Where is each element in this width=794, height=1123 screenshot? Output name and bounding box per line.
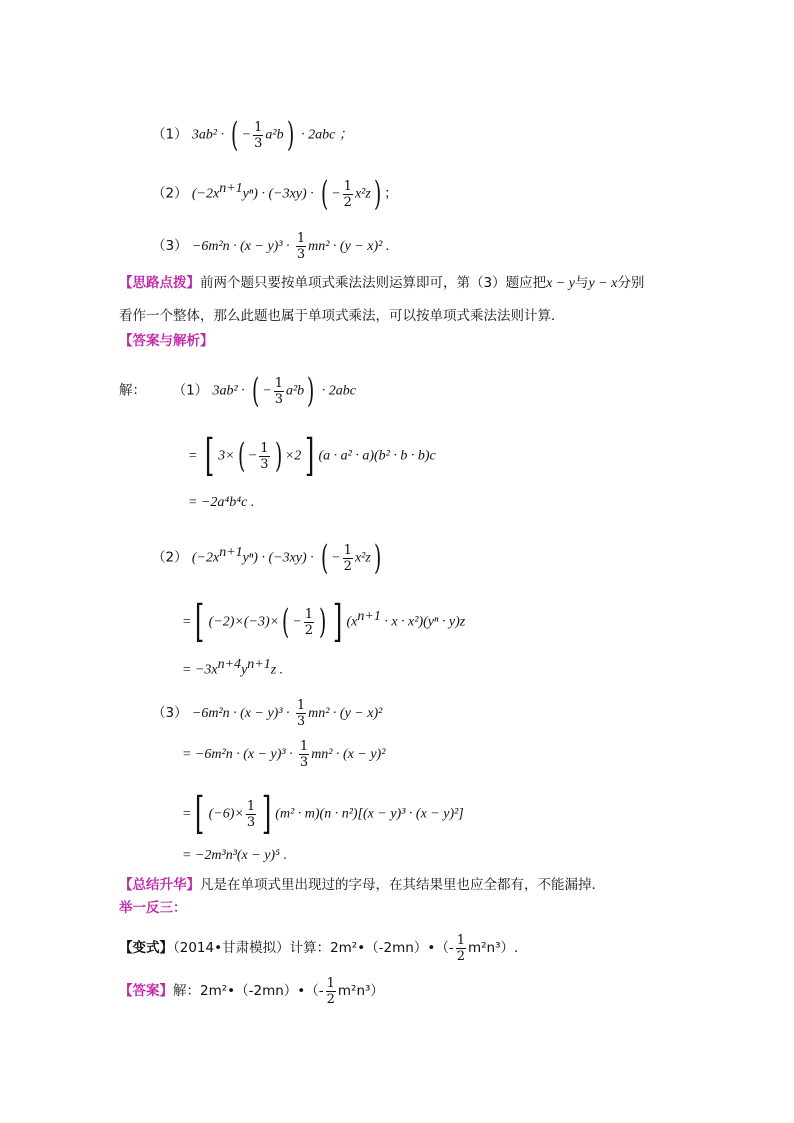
jyfs-heading: 举一反三：: [119, 900, 187, 916]
hint-paragraph: 【思路点拨】前两个题只要按单项式乘法法则运算即可，第（3）题应把x − y与y − x分别: [119, 275, 645, 291]
fraction-one-half: $\frac{1}{2}$: [343, 178, 352, 210]
summary-paragraph: 【总结升华】凡是在单项式里出现过的字母，在其结果里也应全都有，不能漏掉．: [119, 877, 605, 893]
left-paren: (: [231, 115, 239, 155]
solution-2-line-3: = $-3x^{n+4}y^{n+1}z$ .: [182, 657, 284, 678]
problem-3: （3） −6m²n · (x − y)³ · $\frac{1}{3}$ mn² · (y − x)² .: [152, 231, 390, 262]
answer-tag: 【答案与解析】: [119, 333, 214, 349]
solution-2-line-1: （2） $(-2x^{n+1}y^n) \cdot (-3xy)$ · ( − $\frac{1}{2}$ x²z): [152, 538, 382, 578]
final-answer: 【答案】解：2m²•（-2mn）•（- $\frac{1}{2}$ m²n³）: [119, 976, 384, 1007]
solution-1-line-1: 解： （1） 3ab² · ( − $\frac{1}{3}$ a²b) · 2abc: [119, 371, 356, 411]
solution-3-line-3: =[ (−6)× $\frac{1}{3}$ ] (m² · m)(n · n²)[(x − y)³ · (x − y)²]: [182, 788, 464, 839]
hint-tag: 【思路点拨】: [119, 275, 200, 291]
problem-1-expr-b: · 2abc ；: [301, 127, 353, 143]
variant-question: 【变式】（2014•甘肃模拟）计算：2m²•（-2mn）•（- $\frac{1}{2}$ m²n³）.: [119, 933, 519, 964]
problem-1-label: （1）: [152, 126, 188, 143]
solution-label: 解：: [119, 382, 146, 399]
solution-3-line-4: = −2m³n³(x − y)⁵ .: [182, 848, 287, 863]
solution-3-line-2: = −6m²n · (x − y)³ · $\frac{1}{3}$ mn² · (x − y)²: [182, 739, 386, 770]
problem-2: （2） $(-2x^{n+1}y^n) \cdot (-3xy)$ · ( − $\frac{1}{2}$ x²z) ；: [152, 174, 398, 214]
problem-1: （1） 3ab² · ( − $\frac{1}{3}$ a²b) · 2abc ；: [152, 115, 353, 155]
right-paren: ): [286, 115, 294, 155]
hint-paragraph-line2: 看作一个整体，那么此题也属于单项式乘法，可以按单项式乘法法则计算．: [119, 308, 565, 324]
final-answer-tag: 【答案】: [119, 983, 173, 999]
fraction-one-third: $\frac{1}{3}$: [254, 119, 263, 151]
variant-tag: 【变式】: [119, 940, 173, 956]
problem-3-label: （3）: [152, 238, 188, 254]
solution-2-line-2: =[ (−2)×(−3)×( − $\frac{1}{2}$ ) ] $(x^{n+1} \cdot x \cdot x^2)(y^n \cdot y)z$: [182, 596, 466, 647]
solution-1-line-3: = −2a⁴b⁴c .: [188, 495, 255, 510]
solution-3-line-1: （3） −6m²n · (x − y)³ · $\frac{1}{3}$ mn² · (y − x)²: [152, 698, 383, 729]
summary-tag: 【总结升华】: [119, 877, 200, 893]
problem-2-label: （2）: [152, 185, 188, 202]
problem-1-expr-a: 3ab² ·: [191, 127, 225, 143]
solution-1-line-2: = [ 3×( − $\frac{1}{3}$ ) ×2] (a · a² · a)(b² · b · b)c: [188, 430, 436, 481]
